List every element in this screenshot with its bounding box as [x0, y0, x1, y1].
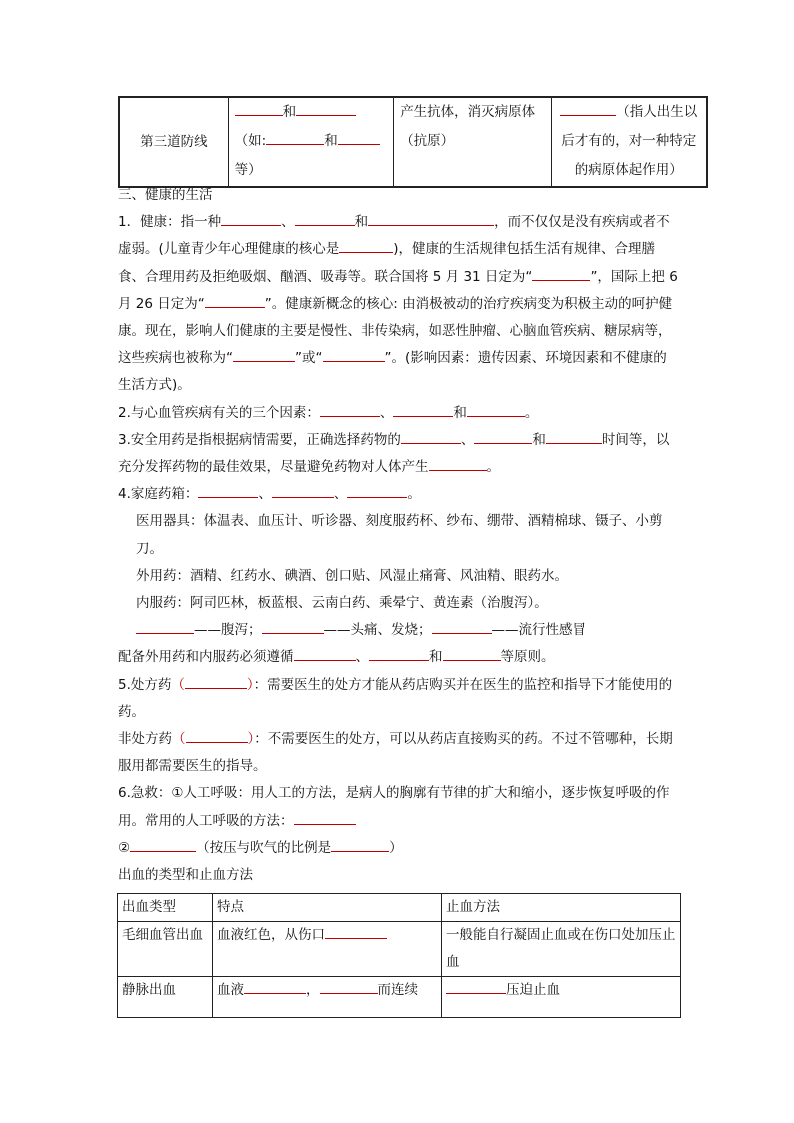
cell-type: 静脉出血	[118, 977, 213, 1018]
fill-blank[interactable]	[393, 402, 453, 417]
cell-type: 毛细血管出血	[118, 922, 213, 977]
cell-col3: 产生抗体，消灭病原体（抗原）	[394, 97, 551, 187]
paragraph-cpr: ② （按压与吹气的比例是 ）	[118, 835, 678, 862]
medicine-match: ——腹泻； ——头痛、发烧； ——流行性感冒	[118, 617, 678, 644]
paragraph-prescription: 5.处方药（ ）：需要医生的处方才能从药店购买并在医生的监控和指导下才能使用的药。	[118, 672, 678, 726]
paragraph-safe-medicine: 3.安全用药是指根据病情需要，正确选择药物的 、 和 时间等，以充分发挥药物的最佳效果，尽量避免药物对人体产生 。	[118, 427, 678, 481]
medical-tools: 医用器具：体温表、血压计、听诊器、刻度服药杯、纱布、绷带、酒精棉球、镊子、小剪刀。	[136, 513, 663, 557]
paragraph-cardio: 2.与心血管疾病有关的三个因素： 、 和 。	[118, 400, 678, 427]
defense-table	[118, 96, 708, 188]
cell-method: 一般能自行凝固止血或在伤口处加压止血	[442, 922, 681, 977]
fill-blank[interactable]	[296, 101, 356, 116]
fill-blank[interactable]	[320, 979, 378, 994]
table-row	[119, 97, 707, 187]
bleed-title: 出血的类型和止血方法	[118, 867, 253, 884]
cell-feature: 血液红色，从伤口	[213, 922, 442, 977]
fill-blank[interactable]	[325, 924, 387, 939]
fill-blank[interactable]	[546, 429, 602, 444]
table-row	[118, 922, 681, 977]
fill-blank[interactable]	[320, 402, 380, 417]
external-medicine: 外用药：酒精、红药水、碘酒、创口贴、风湿止痛膏、风油精、眼药水。	[136, 567, 568, 584]
bleeding-table	[117, 893, 681, 1018]
paragraph-health: 1．健康：指一种 、 和 ，而不仅仅是没有疾病或者不虚弱。(儿童青少年心理健康的核心是 )，健康的生活规律包括生活有规律、合理膳食、合理用药及拒绝吸烟、酗酒、吸毒等。联合国将 5 月 31 日定为“ ”，国际上把 6 月 26 日定为“ ”。健康新概念的核心: 由消极被动的治疗疾病变为积极主动的呵护健康。现在，影响人们健康的主要是慢性、非传染病，如恶性肿瘤、心脑血管疾病、糖尿病等，这些疾病也被称为“ ”或“ ”。(影响因素：遗传因素、环境因素和不健康的生活方式)。	[118, 209, 678, 399]
fill-blank[interactable]	[136, 619, 194, 634]
internal-medicine: 内服药：阿司匹林，板蓝根、云南白药、乘晕宁、黄连素（治腹泻）。	[136, 595, 548, 612]
cell-col4: （指人出生以后才有的，对一种特定的病原体起作用）	[551, 97, 707, 187]
fill-blank[interactable]	[130, 837, 196, 852]
fill-blank[interactable]	[368, 211, 494, 226]
fill-blank[interactable]	[443, 646, 501, 661]
fill-blank[interactable]	[235, 101, 283, 116]
fill-blank[interactable]	[369, 646, 429, 661]
fill-blank[interactable]	[262, 619, 324, 634]
table-row	[118, 977, 681, 1018]
table-header-row	[118, 894, 681, 922]
header-feature: 特点	[213, 894, 442, 922]
fill-blank[interactable]	[432, 619, 492, 634]
fill-blank[interactable]	[266, 130, 324, 145]
paragraph-otc: 非处方药（ ）：不需要医生的处方，可以从药店直接购买的药。不过不管哪种，长期服用都需要医生的指导。	[118, 726, 678, 780]
fill-blank[interactable]	[272, 483, 334, 498]
header-method: 止血方法	[442, 894, 681, 922]
fill-blank[interactable]	[221, 211, 281, 226]
section-title: 三、健康的生活	[118, 187, 213, 203]
fill-blank[interactable]	[185, 674, 247, 689]
fill-blank[interactable]	[467, 402, 525, 417]
fill-blank[interactable]	[205, 293, 265, 308]
cell-col2: 和 （如: 和 等）	[228, 97, 394, 187]
fill-blank[interactable]	[323, 347, 385, 362]
fill-blank[interactable]	[347, 483, 407, 498]
cell-feature: 血液 ， 而连续	[213, 977, 442, 1018]
row-label: 第三道防线	[119, 97, 228, 187]
fill-blank[interactable]	[233, 347, 295, 362]
body-text	[118, 182, 678, 889]
fill-blank[interactable]	[401, 429, 461, 444]
fill-blank[interactable]	[339, 238, 393, 253]
fill-blank[interactable]	[294, 810, 356, 825]
fill-blank[interactable]	[331, 837, 389, 852]
header-type: 出血类型	[118, 894, 213, 922]
fill-blank[interactable]	[198, 483, 258, 498]
fill-blank[interactable]	[560, 101, 616, 116]
fill-blank[interactable]	[186, 728, 248, 743]
fill-blank[interactable]	[474, 429, 532, 444]
cell-method: 压迫止血	[442, 977, 681, 1018]
medicine-principle: 配备外用药和内服药必须遵循 、 和 等原则。	[118, 644, 678, 671]
fill-blank[interactable]	[338, 130, 380, 145]
paragraph-first-aid: 6.急救：①人工呼吸：用人工的方法，是病人的胸廓有节律的扩大和缩小，逐步恢复呼吸的作用。常用的人工呼吸的方法：	[118, 785, 670, 829]
fill-blank[interactable]	[429, 456, 487, 471]
fill-blank[interactable]	[532, 266, 590, 281]
fill-blank[interactable]	[294, 646, 356, 661]
fill-blank[interactable]	[446, 979, 506, 994]
fill-blank[interactable]	[244, 979, 306, 994]
paragraph-medicine-box: 4.家庭药箱： 、 、 。	[118, 481, 678, 508]
fill-blank[interactable]	[295, 211, 355, 226]
